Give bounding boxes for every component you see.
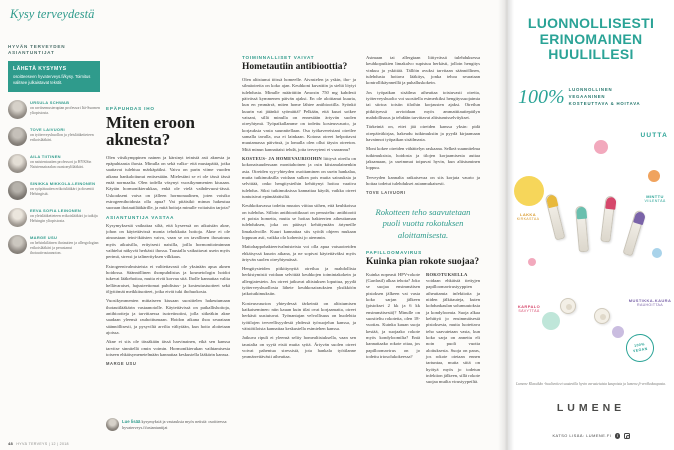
lip-balm-tube	[600, 196, 616, 243]
answer-paragraph: Hengitysteiden pitkittynyttä oireilua ja mahdollista herkistymistä voidaan selvittää keuhkojen toimintakokein ja allergiatestein. Jos oireet jatkuvat altistuksen loputtua, pyydä työterveyshuollosta lähete keuhkosairauksien yksikköön jatkotutkimuksiin.	[242, 266, 356, 297]
expert-name: TOVE LAIVUORI	[30, 126, 65, 132]
expert-item	[8, 235, 100, 256]
article-title: Miten eroon aknesta?	[106, 113, 195, 150]
send-question-box	[8, 61, 100, 92]
expert-signature: TOVE LAIVUORI	[366, 190, 406, 196]
reader-question: Kuinka nopeasti HPV-rokote (Gardasil) alkaa tehota? Joko se suojaa ensimmäisen pistoksen jälkeen vai vasta koko sarjan jälkeen (pistokset 2 kk ja 6 kk ensimmäisestä)? Minulle on suositeltu rokotetta, olen 18-vuotias. Kuinka kauan suoja kestää, ja suojaako rokote myös kondyloomilta? Entä kannattaako rokote ottaa, jos papilloomavirus on jo todettu irtosolukokeessa?	[366, 271, 420, 359]
article-title: Hometautiin antibioottia?	[242, 62, 348, 72]
answer-paragraph: Estrogeenivalmisteista ei valitettavasti ole yksinään apua aknen hoidossa. Säännöllinen ihonpuhdistus ja kosmetologin hoidot tukevat lääkehoitoa, mutta eivät korvaa sitä. Iholle kannattaa valita hellävaraiset, hajusteettomat puhdistus- ja kosteutustuotteet sekä öljyttömät meikkituotteet, jotka eivät tuki ihohuokosia.	[106, 263, 230, 294]
variant-name: LAKKA	[520, 212, 536, 217]
expert-item	[8, 100, 100, 119]
decor-dot	[528, 258, 536, 266]
expert-item	[8, 127, 100, 146]
experts-sidebar	[8, 44, 100, 264]
variant-effect: RAUHOITTAA	[637, 303, 663, 308]
lip-balm-tube	[545, 193, 566, 240]
lip-balm-jar	[594, 308, 610, 324]
answer-paragraph: Jatkuva ripuli ei yleensä selity homealtistuksella, vaan sen taustalta on syytä etsiä muita syitä. Ärtyvän suolen oireet voivat pahentua stressistä, jota hankala työtilanne ymmärrettävästi aiheuttaa.	[242, 335, 356, 360]
lip-balm-tube	[575, 206, 589, 253]
hpv-answer-column	[426, 272, 480, 389]
ad-caption: Lumene Klassikko -huulivoiteet saatavilla hyvin varustetuista kaupoista ja lumene.fi-verkkokaupasta.	[516, 382, 666, 386]
expert-name: SINIKKA MIKKOLA-LEINONEN	[30, 180, 96, 186]
answer-paragraph: Astmaan tai allergiaan liittyvässä tulehduksessa keuhkoputkien limakalvo supistuu herkästi, jolloin hengitys vinkuu ja yskittää. Tällöin avuksi tarvitaan säännöllinen, tulehdusta hoitava lääkitys, jonka tehoa seurataan kontrollikäynneillä ja puhalluskokein.	[366, 55, 480, 86]
answer-paragraph: Kysymyksestä vaikuttaa siltä, että kyseessä on aikuisiän akne, johon on käytettävissä monia tehokkaita hoitoja. Akne ei ole ainoastaan teini-ikäisten vaiva, vaan se on tavallinen ihosairaus myös aikuisilla, erityisesti naisilla, joilla hormonitoiminnan vaihtelut näkyvät herkästi ihossa. Taustalla vaikuttavat usein myös perimä, stressi ja talinerityksen vilkkaus.	[106, 222, 230, 260]
send-question-body: osoitteeseen hyvaterveys.fi/kysy. Toimitus valitsee julkaistavat tekstit.	[13, 73, 91, 85]
instagram-icon	[624, 433, 630, 439]
editor-avatar	[106, 418, 119, 431]
read-more-note	[106, 418, 232, 431]
read-more-text	[122, 419, 232, 430]
article-mold	[242, 55, 356, 431]
vegan-stamp-line1: 100%	[633, 342, 646, 349]
expert-signature: MARGE USU	[106, 361, 137, 367]
variant-label	[628, 298, 672, 308]
ad-claim: LUONNOLLINEN	[568, 87, 613, 93]
expert-bio: on helsinkiläinen ihotautien ja allergologian erikoislääkäri ja perustanut ihotautivastaanoton.	[30, 240, 99, 255]
article-acne	[106, 106, 230, 414]
variant-label	[510, 304, 548, 314]
facebook-icon: f	[616, 433, 619, 439]
decor-dot	[594, 140, 608, 154]
answer-paragraph: Terveyden kannalta ratkaisevaa on siis korjata vaurio ja hoitaa todetut tulehdukset asianmukaisesti.	[366, 174, 480, 186]
answer-paragraph: Jos työpaikan sisäilma aiheuttaa toistuvasti oireita, työterveyshuolto voi suositella esimerkiksi hengityssuojaimia tai siirtoa toisiin tiloihin korjausten ajaksi. Oireilun pitkittyessä arvioidaan myös ammattitautiepäilyn mahdollisuus ja tehdään tarvittavat altistumisselvitykset.	[366, 89, 480, 120]
vegan-stamp-line2: VEGAN	[632, 346, 648, 354]
article-kicker: PAPILLOOMAVIRUS	[366, 249, 422, 255]
answer-lead-text: liittyvä oireilu on kokonaisuudessaan monitahoinen ja osin kiistanalainenkin asia. Oireiden syy-yhteyden osoittaminen on usein hankalaa, mutta tutkimuksilla voidaan sulkea pois muita sairauksia ja selvittää, onko hengitysteihin kehittynyt hoitoa vaativa tulehdus. Siksi tutkimuksissa kannattaa käydä, vaikka oireet tuntuisivat epämääräisiltä.	[242, 155, 356, 199]
ad-claim: VEGAANINEN	[568, 94, 606, 100]
pull-quote: Rokotteen teho saavutetaan puoli vuotta rokotuksen aloittamisesta.	[375, 207, 471, 240]
ad-footer-text: KATSO LISÄÄ: LUMENE.FI	[552, 433, 612, 438]
ad-headline: LUONNOLLISESTI ERINOMAINEN HUULILLESI	[527, 15, 655, 63]
answer-paragraph: Akne ei siis ole tässäkään iässä harvinainen, eikä sen kanssa tarvitse sinnitellä omin voimin. Hormonikierukan vaihtamisesta toiseen ehkäisymenetelmään kannattaa keskustella lääkärin kanssa.	[106, 339, 230, 357]
expert-item	[8, 154, 100, 173]
expert-bio: on työterveyshuollon ja yleislääketieteen erikoislääkäri.	[30, 132, 94, 142]
vegan-stamp	[624, 332, 656, 364]
answer-paragraph	[242, 156, 356, 200]
variant-effect: SÄVYTTÄÄ	[518, 309, 540, 314]
article-title: Kuinka pian rokote suojaa?	[366, 256, 480, 267]
answer-paragraph: Kosteusvaurion yhteydessä tärkeintä on altistumisen katkaiseminen: niin kauan kuin tilat ovat korjaamatta, oireet herkästi uusiutuvat. Työnantajan velvollisuus on huolehtia työtilojen terveellisyydestä yhdessä työsuojelun kanssa, ja väistötiloista kannattaa keskustella esimiehen kanssa.	[242, 300, 356, 332]
expert-name: URSULA SCHWAB	[30, 99, 70, 105]
variant-name: MINTTU	[646, 194, 664, 199]
hpv-columns	[366, 272, 480, 389]
variant-effect: VIILENTÄÄ	[644, 199, 666, 204]
expert-photo	[8, 100, 27, 119]
article-continuation-and-hpv	[366, 55, 480, 431]
article-kicker: EPÄPUHDAS IHO	[106, 106, 155, 111]
expert-item	[8, 181, 100, 200]
expert-photo	[8, 235, 27, 254]
variant-name: KARPALO	[517, 304, 541, 309]
lumene-ad	[508, 0, 674, 450]
ad-percent: 100%	[518, 86, 565, 108]
variant-label	[510, 212, 546, 222]
read-more-lead: Lue lisää	[122, 418, 141, 424]
experts-heading-line1: HYVÄN TERVEYDEN	[8, 44, 66, 49]
expert-bio: on ravitsemusterapian professori Itä-Suomen yliopistosta.	[30, 105, 100, 115]
answer-paragraph: Vuosikymmenien mittaiseen kiusaan suosittelen hakeutumaan ihotautilääkärin vastaanotolle. Käytettävissä on paikallishoitoja, antibiootteja ja tarvittaessa isotretinoiini, jolla sitkeäkin akne saadaan yleensä rauhoittumaan. Hoidon aikana ihoa seurataan säännöllisesti, ja pysyviltä arvilta vältytään, kun hoito aloitetaan ajoissa.	[106, 298, 230, 335]
lip-balm-jar	[560, 298, 576, 314]
answer-kicker: ASIANTUNTIJA VASTAA	[106, 214, 175, 220]
decor-dot	[648, 170, 660, 182]
answer-paragraph: Moni kokee oireiden vähättelyn raskaana. Selkeä suunnitelma tutkimuksista, hoidosta ja tilojen korjaamisesta auttaa jaksamaan, ja useimmat toipuvat hyvin, kun altistuminen loppuu.	[366, 146, 480, 171]
section-title: Kysy terveydestä	[10, 7, 95, 21]
variant-label	[638, 194, 672, 204]
expert-bio: on syöpätautien erikoislääkäri ja dosentti Helsingistä.	[30, 186, 94, 196]
expert-photo	[8, 127, 27, 146]
issue-info: HYVÄ TERVEYS | 12 | 2018	[16, 442, 69, 446]
ad-claim-lines	[569, 87, 641, 108]
article-kicker: TOIMINNALLISET VAIVAT	[242, 55, 315, 60]
decor-dot	[514, 176, 544, 206]
expert-bio: on naistentautien professori ja HYKSin Naistensairaalan osastonylilääkäri.	[30, 159, 92, 169]
expert-item	[8, 208, 100, 227]
expert-name: AILA TIITINEN	[30, 153, 61, 159]
ad-claim: KOSTEUTTAVA & HOITAVA	[568, 100, 641, 106]
lip-balm-tube	[622, 210, 645, 257]
answer-paragraph: Maitohappobakteerivalmisteista voi olla apua vatsaoireiden ehkäisyssä kuurin aikana, ja ne sopivat käytettäväksi myös ärtyvän suolen oireyhtymässä.	[242, 244, 356, 262]
variant-name: MUSTIKKA-KAURA	[628, 298, 672, 303]
answer-paragraph: Keuhkokuvassa todettu muutos viittaa siihen, että keuhkoissa on tulehdus. Silloin antibioottikuuri on perusteltu: antibiootti ei poista hometta, mutta se hoitaa bakteerien aiheuttaman tulehduksen, joka on päässyt kehittymään ärtyneille limakalvoille. Kuuri kannattaa siis syödä ohjeen mukaan loppuun asti, vaikka olo kohenisi jo aiemmin.	[242, 203, 356, 240]
experts-heading	[8, 44, 100, 57]
send-question-title: LÄHETÄ KYSYMYS	[13, 65, 67, 72]
experts-heading-line2: ASIANTUNTIJAT	[8, 50, 55, 56]
ad-claims	[518, 86, 640, 109]
new-badge: UUTTA	[640, 132, 668, 139]
decor-dot	[542, 312, 560, 330]
lumene-logo: LUMENE	[556, 402, 626, 414]
answer-lead-caps: ROKOTUKSELLA	[426, 271, 468, 277]
page-footer	[8, 441, 69, 446]
reader-question: Olen viisikymppinen nainen ja kärsinyt teinistä asti aknesta ja epäpuhtaasta ihosta. Minulla on sekä valko- että mustapäitä, jotka saattavat tulehtua märkäpäiksi. Vaiva on parin viime vuoden aikana hankaloitunut entisestään. Mielestäni se ei ole tässä iässä enää normaalia. Olen todella väsynyt vuosikymmenien kiusaan. Käytän hormonikierukkaa, enkä ole vielä vaihdevuosi-iässä. Uskoakseni vaiva on jälleen hormonaalinen, joten voisiko estrogeenihoidosta olla apua? Vai pitäisikö minun hakeutua suoraan ihotautilääkärille, ja mitä hoitoja minulle voitaisiin tarjota?	[106, 154, 230, 211]
decor-dot	[612, 326, 624, 338]
ad-footer	[508, 433, 674, 439]
decor-dot	[652, 248, 662, 258]
page-number: 48	[8, 441, 14, 446]
expert-bio: on yleislääketieteen erikoislääkäri ja tutkija Helsingin yliopistosta.	[30, 213, 98, 223]
answer-lead-text: voidaan ehkäistä tiettyjen papilloomavirustyyppien aiheuttamia infektioita ja niiden jälkitauteja, kuten kohdunkaulan solumuutoksia ja kondyloomia. Suoja alkaa kehittyä jo ensimmäisestä pistoksesta, mutta luotettava teho saavutetaan vasta, kun koko sarja on annettu eli noin puoli vuotta aloituksesta. Suoja on paras, jos rokote otetaan ennen tartuntaa, mutta siitä on hyötyä myös jo todetun infektion jälkeen, sillä rokote suojaa muilta virustyypeiltä.	[426, 278, 480, 385]
variant-effect: KIRKASTAA	[516, 217, 540, 222]
expert-name: EEVA SOFIA LEINONEN	[30, 207, 82, 213]
answer-paragraph	[426, 272, 480, 386]
hpv-question-column	[366, 272, 420, 389]
answer-lead-caps: KOSTEUS- JA HOMEVAURIOIHIN	[242, 155, 322, 161]
expert-photo	[8, 154, 27, 173]
expert-photo	[8, 181, 27, 200]
expert-photo	[8, 208, 27, 227]
expert-name: MARGE USU	[30, 234, 58, 240]
read-more-body: kysymyksiä ja vastauksia myös netistä: osoitteessa hyvaterveys.fi/asiantuntijat	[122, 418, 227, 430]
reader-question: Olen altistunut töissä homeelle. Aivastelen ja yskin, iho- ja silmäoireita on koko ajan. Keuhkoni kuvattiin ja sieltä löytyi tulehdusta. Minulle määrättiin Amoxin 750 mg kahdesti päivässä kymmenen päivän ajaksi. En ole aloittanut kuuria, kun en ymmärrä, miten home lähtee antibiootilla. Syönkö kuurin vai jätänkö syömättä? Pelkään, että kuuri sotkee vatsani, sillä minulla on ennestään ärtyvän suolen oireyhtymä. Työpaikallamme on todettu kosteusvaurio, ja korjauksia vasta suunnitellaan. Osa työkavereistani oireilee samalla tavalla, osa ei lainkaan. Kotona oireet helpottavat muutamassa päivässä, ja lomalla olen ollut täysin oireeton. Mitä minun kannattaisi tehdä, jotta terveyteni ei vaarannu?	[242, 76, 356, 152]
answer-paragraph: Tärkeintä on, ettet jää oireiden kanssa yksin: pidä oirepäiväkirjaa, hakeudu tutkimuksiin ja pyydä kirjaamaan havainnot työpaikan sisäilmasta.	[366, 124, 480, 142]
